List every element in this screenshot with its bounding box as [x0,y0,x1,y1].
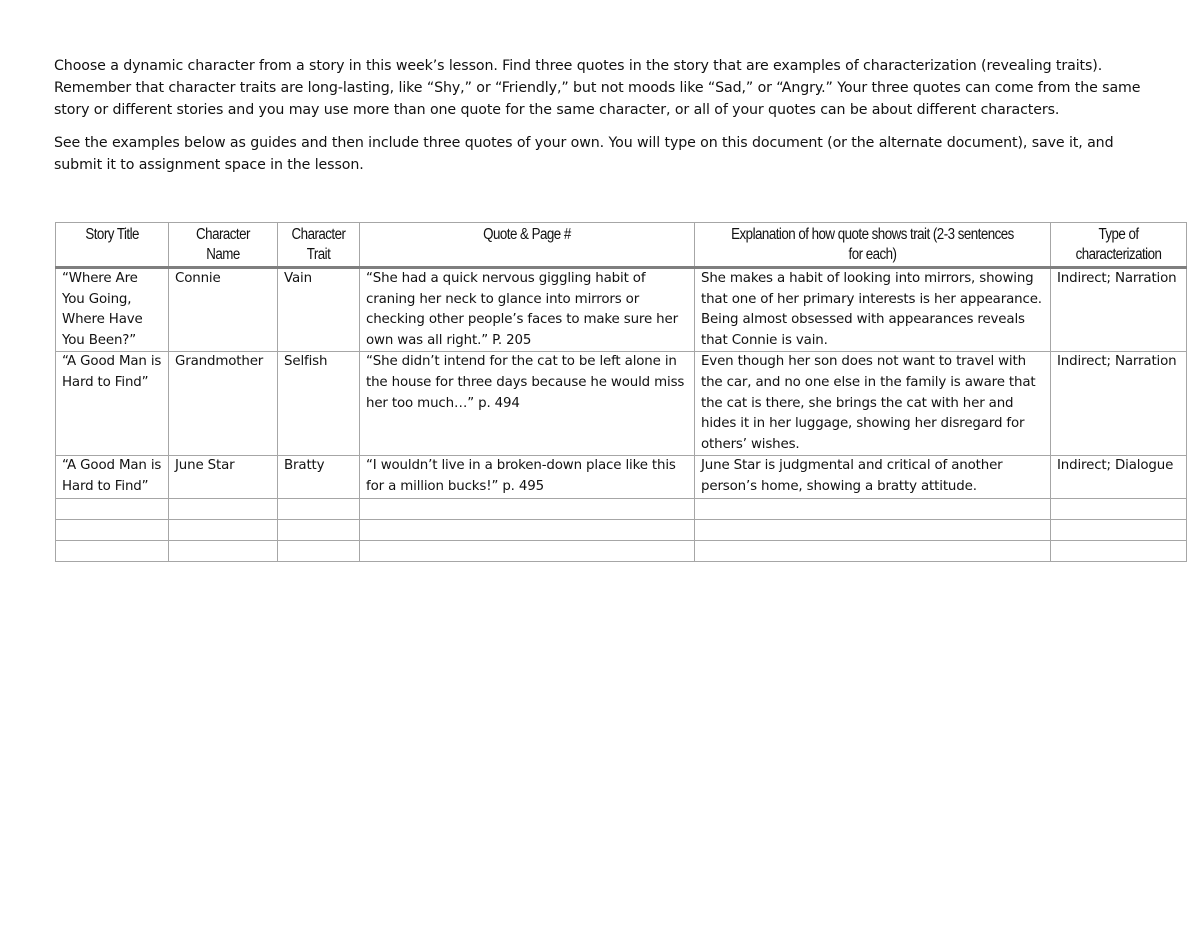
cell-character-name[interactable]: June Star [169,456,278,498]
cell-character-trait[interactable]: Vain [278,268,360,352]
cell-story-title[interactable]: “A Good Man is Hard to Find” [56,352,169,456]
table-row-empty [56,540,1187,561]
cell-type[interactable] [1051,498,1187,519]
cell-quote[interactable] [360,519,695,540]
header-type-of-characterization: Type of characterization [1051,223,1187,268]
cell-type[interactable] [1051,540,1187,561]
header-quote-page: Quote & Page # [360,223,695,268]
cell-character-name[interactable] [169,498,278,519]
instructions-paragraph-2: See the examples below as guides and then include three quotes of your own. You will type on this document (or the alternate document), save it, and submit it to assignment space in the lesson. [54,135,1114,173]
cell-type[interactable]: Indirect; Dialogue [1051,456,1187,498]
characterization-table [55,222,1187,562]
table-row-empty [56,498,1187,519]
cell-character-trait[interactable]: Selfish [278,352,360,456]
cell-story-title[interactable]: “Where Are You Going, Where Have You Been?” [56,268,169,352]
cell-character-name[interactable]: Grandmother [169,352,278,456]
cell-character-trait[interactable] [278,519,360,540]
cell-character-trait[interactable]: Bratty [278,456,360,498]
cell-story-title[interactable] [56,540,169,561]
cell-explanation[interactable]: Even though her son does not want to travel with the car, and no one else in the family is aware that the cat is there, she brings the cat with her and hides it in her luggage, showing her disregard for others’ wishes. [695,352,1051,456]
cell-quote[interactable] [360,498,695,519]
cell-explanation[interactable] [695,498,1051,519]
cell-quote[interactable]: “I wouldn’t live in a broken-down place like this for a million bucks!” p. 495 [360,456,695,498]
cell-explanation[interactable] [695,540,1051,561]
cell-explanation[interactable]: June Star is judgmental and critical of another person’s home, showing a bratty attitude. [695,456,1051,498]
header-explanation: Explanation of how quote shows trait (2-3 sentences for each) [695,223,1051,268]
cell-story-title[interactable] [56,519,169,540]
table-row-empty [56,519,1187,540]
cell-quote[interactable]: “She didn’t intend for the cat to be left alone in the house for three days because he would miss her too much…” p. 494 [360,352,695,456]
cell-character-trait[interactable] [278,498,360,519]
table-row [56,268,1187,352]
cell-explanation[interactable] [695,519,1051,540]
table-row [56,352,1187,456]
cell-story-title[interactable] [56,498,169,519]
header-character-trait: Character Trait [278,223,360,268]
cell-quote[interactable]: “She had a quick nervous giggling habit of craning her neck to glance into mirrors or checking other people’s faces to make sure her own was all right.” P. 205 [360,268,695,352]
instructions-paragraph-1: Choose a dynamic character from a story in this week’s lesson. Find three quotes in the story that are examples of characterization (revealing traits). Remember that character traits are long-lasting, like “Shy,” or “Friendly,” but not moods like “Sad,” or “Angry.” Your three quotes can come from the same story or different stories and you may use more than one quote for the same character, or all of your quotes can be about different characters. [54,58,1141,118]
cell-quote[interactable] [360,540,695,561]
instructions [54,55,1154,187]
cell-character-name[interactable] [169,519,278,540]
cell-type[interactable] [1051,519,1187,540]
cell-type[interactable]: Indirect; Narration [1051,352,1187,456]
cell-story-title[interactable]: “A Good Man is Hard to Find” [56,456,169,498]
cell-character-name[interactable] [169,540,278,561]
header-character-name: Character Name [169,223,278,268]
cell-type[interactable]: Indirect; Narration [1051,268,1187,352]
header-story-title: Story Title [56,223,169,268]
table-row [56,456,1187,498]
cell-character-name[interactable]: Connie [169,268,278,352]
cell-explanation[interactable]: She makes a habit of looking into mirrors, showing that one of her primary interests is her appearance. Being almost obsessed with appearances reveals that Connie is vain. [695,268,1051,352]
table-header-row [56,223,1187,268]
cell-character-trait[interactable] [278,540,360,561]
